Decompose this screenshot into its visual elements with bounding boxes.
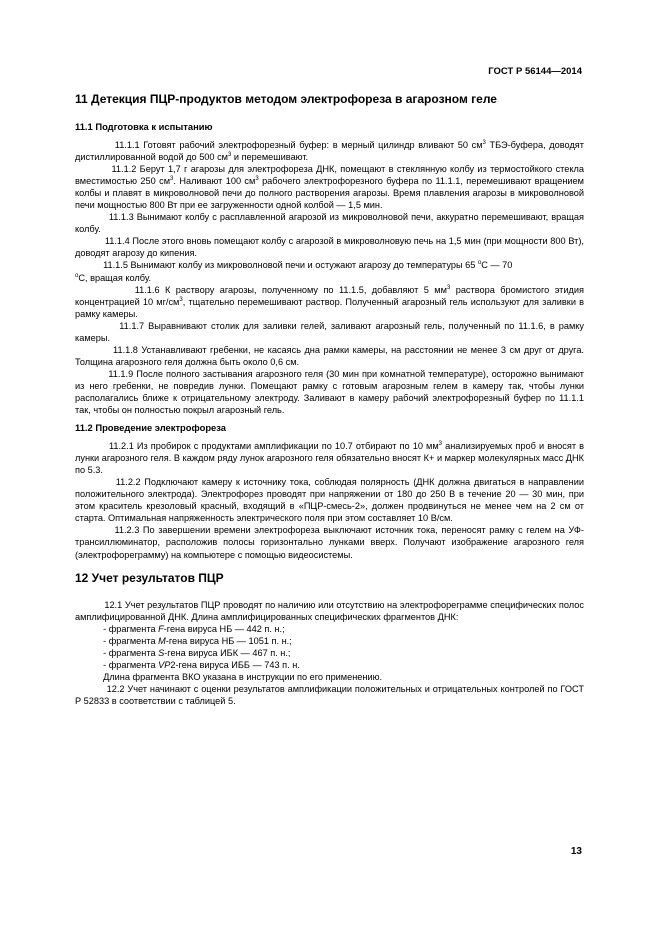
text-fragment: -гена вируса ИБК — 467 п. н.; [164,647,291,658]
subsection-11-2-title: 11.2 Проведение электрофореза [75,422,227,434]
superscript: 3 [438,441,443,448]
text-fragment: и перемешивают. [231,152,309,163]
text-fragment: - фрагмента [103,659,159,670]
text-fragment: Длина фрагмента ВКО указана в инструкции по его применению. [103,671,383,682]
gene-name: S [158,647,165,658]
text-fragment: -гена вируса НБ — 442 п. н.; [163,623,285,634]
paragraph-11-1-3 [75,211,584,235]
paragraph-11-1-5 [75,259,584,283]
text-fragment: 12.1 Учет результатов ПЦР проводят по наличию или отсутствию на электрофореграмме специфических полос амплифицированной ДНК. Длина амплифицированных специфических фрагментов ДНК: [75,599,584,622]
paragraph-11-2-1 [75,440,584,476]
paragraph-11-1-4 [75,235,584,259]
text-fragment: - фрагмента [103,623,159,634]
text-fragment: 11.1.6 К раствору агарозы, полученному по 11.1.5, добавляют 5 мм [134,284,447,295]
text-fragment: анализируемых проб и вносят в лунки агарозного геля. В каждом ряду лунок агарозного геля обязательно вносят К+ и маркер молекулярных масс ДНК по 5.3. [75,441,584,476]
superscript: 3 [482,139,486,146]
paragraph-11-1-8 [75,344,584,368]
text-fragment: 11.1.7 Выравнивают столик для заливки гелей, заливают агарозный гель, полученный по 11.1.6, в рамку камеры. [75,320,584,343]
section-11-title: 11 Детекция ПЦР-продуктов методом электрофореза в агарозном геле [75,92,497,106]
paragraph-11-1-1 [75,139,584,163]
section-12-title: 12 Учет результатов ПЦР [75,570,224,585]
text-fragment: 11.1.8 Устанавливают гребенки, не касаясь дна рамки камеры, на расстоянии не менее 3 см друг от друга. Толщина агарозного геля должна быть около 0,6 см. [75,344,584,367]
text-fragment: -гена вируса НБ — 1051 п. н.; [165,635,292,646]
paragraph-12-2 [75,683,584,707]
gene-name: F [158,623,164,634]
paragraph-11-1-2 [75,163,584,211]
superscript: 3 [170,176,174,183]
paragraph-11-2-2 [75,476,584,524]
text-fragment: 11.1.1 Готовят рабочий электрофорезный буфер: в мерный цилиндр вливают 50 см [114,140,483,150]
text-fragment: 11.1.5 Вынимают колбу из микроволновой печи и остужают агарозу до температуры 65 [103,260,478,271]
superscript: 3 [446,284,451,291]
text-fragment: ТБЭ-буфера, доводят дистиллированной водой до 500 см [75,140,584,163]
superscript: 3 [227,151,232,158]
paragraph-11-2-3 [75,524,584,560]
text-fragment: 11.2.3 По завершении времени электрофореза выключают источник тока, переносят рамку с гелем на УФ-трансиллюминатор, расположив полосы горизонтально лунками вверх. Получают изображение агарозного геля (электрофореграмму) на компьютере с помощью видеосистемы. [75,525,584,560]
text-fragment: раствора бромистого этидия концентрацией 10 мг/см [75,284,584,307]
text-fragment: 11.2.1 Из пробирок с продуктами амплификации по 10.7 отбирают по 10 мм [108,441,439,452]
gene-name: M [158,635,166,646]
page-number: 13 [570,846,582,857]
text-fragment: 2-гена вируса ИББ — 743 п. н. [170,659,300,670]
text-fragment: 11.2.2 Подключают камеру к источнику тока, соблюдая полярность (ДНК должна двигаться в направлении положительного электрода). Электрофорез проводят при напряжении от 180 до 250 В в течение 20 — 30 мин, при этом краситель крезоловый красный, входящий в «ПЦР-смесь-2», должен продвинуться не менее чем на 2 см от старта. Оптимальная напряженность электрического поля при этом составляет 10 В/см. [75,477,584,524]
text-fragment: С, вращая колбу. [78,272,152,283]
text-fragment: , тщательно перемешивают раствор. Полученный агарозный гель используют для заливки в рамку камеры. [75,296,585,319]
superscript: 3 [179,296,183,303]
text-fragment: 11.1.2 Берут 1,7 г агарозы для электрофореза ДНК, помещают в стеклянную колбу из термостойкого стекла вместимостью 250 см [75,164,584,187]
paragraph-11-1-6 [75,284,584,320]
text-fragment: . Наливают 100 см [173,176,256,187]
fragment-list [75,623,584,671]
text-fragment: рабочего электрофорезного буфера по 11.1.1, перемешивают вращением колбы и плавят в микроволновой печи до полного растворения агарозы. Время плавления агарозы в микроволновой печи мощностью 800 Вт при ее загруженности одной колбой — 1,5 мин. [75,176,584,211]
list-item [75,647,584,659]
text-fragment: - фрагмента [103,635,159,646]
paragraph-11-1-9 [75,368,584,416]
text-fragment: - фрагмента [103,647,159,658]
superscript: 3 [255,176,259,183]
list-item [75,635,584,647]
paragraph-11-1-7 [75,320,584,344]
text-fragment: 11.1.9 После полного застывания агарозного геля (30 мин при комнатной температуре), осторожно вынимают из него гребенки, не повредив лунки. Помещают рамку с готовым агарозным гелем в камеру так, чтобы лунки располагались ближе к отрицательному электроду. Заливают в камеру рабочий электрофорезный буфер по 11.1.1 так, чтобы он полностью покрыл агарозный гель. [75,368,584,416]
list-item [75,659,584,671]
degree-sign: о [75,272,79,279]
gene-name: VP [158,659,171,670]
paragraph-12-1-note [75,671,584,683]
document-body [75,92,584,707]
doc-number-header: ГОСТ Р 56144—2014 [488,66,582,77]
subsection-11-1-title: 11.1 Подготовка к испытанию [75,121,213,132]
text-fragment: 11.1.3 Вынимают колбу с расплавленной агарозой из микроволновой печи, аккуратно перемешивают, вращая колбу. [75,212,584,235]
text-fragment: С — 70 [481,260,513,271]
list-item [75,623,584,635]
paragraph-12-1 [75,599,584,623]
text-fragment: 11.1.4 После этого вновь помещают колбу с агарозой в микроволновую печь на 1,5 мин (при мощности 800 Вт), доводят агарозу до кипения. [75,236,584,259]
degree-sign: о [477,260,482,267]
text-fragment: 12.2 Учет начинают с оценки результатов амплификации положительных и отрицательных контролей по ГОСТ Р 52833 в соответствии с таблицей 5. [75,683,584,706]
